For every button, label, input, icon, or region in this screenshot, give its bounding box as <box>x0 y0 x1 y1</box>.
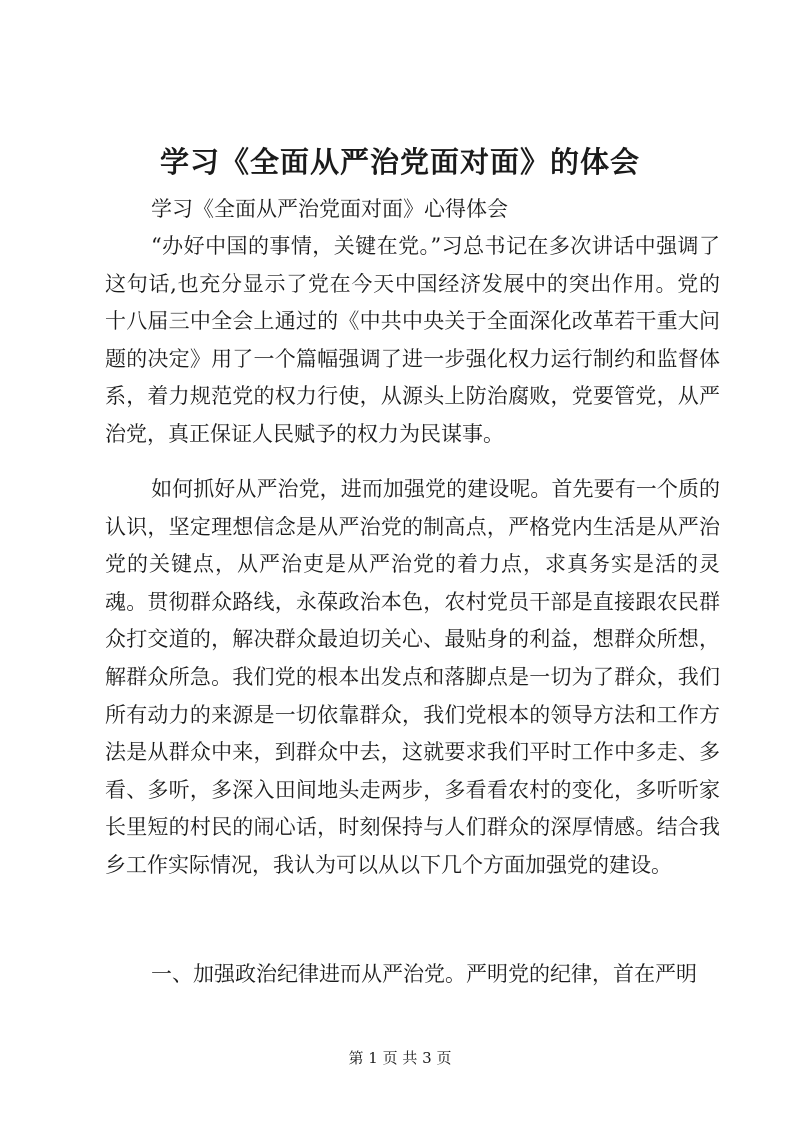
paragraph-3 <box>105 956 720 994</box>
paragraph-1 <box>105 228 720 454</box>
paragraph-2-text: 如何抓好从严治党，进而加强党的建设呢。首先要有一个质的认识，坚定理想信念是从严治党的制高点，严格党内生活是从严治党的关键点，从严治吏是从严治党的着力点，求真务实是活的灵魂。贯彻群众路线，永葆政治本色，农村党员干部是直接跟农民群众打交道的，解决群众最迫切关心、最贴身的利益，想群众所想，解群众所急。我们党的根本出发点和落脚点是一切为了群众，我们所有动力的来源是一切依靠群众，我们党根本的领导方法和工作方法是从群众中来，到群众中去，这就要求我们平时工作中多走、多看、多听，多深入田间地头走两步，多看看农村的变化，多听听家长里短的村民的闹心话，时刻保持与人们群众的深厚情感。结合我乡工作实际情况，我认为可以从以下几个方面加强党的建设。 <box>105 477 720 877</box>
paragraph-3-text: 一、加强政治纪律进而从严治党。严明党的纪律，首在严明 <box>151 962 697 986</box>
paragraph-1-text: “办好中国的事情，关键在党。”习总书记在多次讲话中强调了这句话,也充分显示了党在今天中国经济发展中的突出作用。党的十八届三中全会上通过的《中共中央关于全面深化改革若干重大问题的决定》用了一个篇幅强调了进一步强化权力运行制约和监督体系，着力规范党的权力行使，从源头上防治腐败，党要管党，从严治党，真正保证人民赋予的权力为民谋事。 <box>105 234 720 446</box>
paragraph-2 <box>105 471 720 885</box>
subtitle: 学习《全面从严治党面对面》心得体会 <box>151 197 508 221</box>
page-footer: 第 1 页 共 3 页 <box>348 1049 452 1067</box>
page-title: 学习《全面从严治党面对面》的体会 <box>159 145 640 179</box>
